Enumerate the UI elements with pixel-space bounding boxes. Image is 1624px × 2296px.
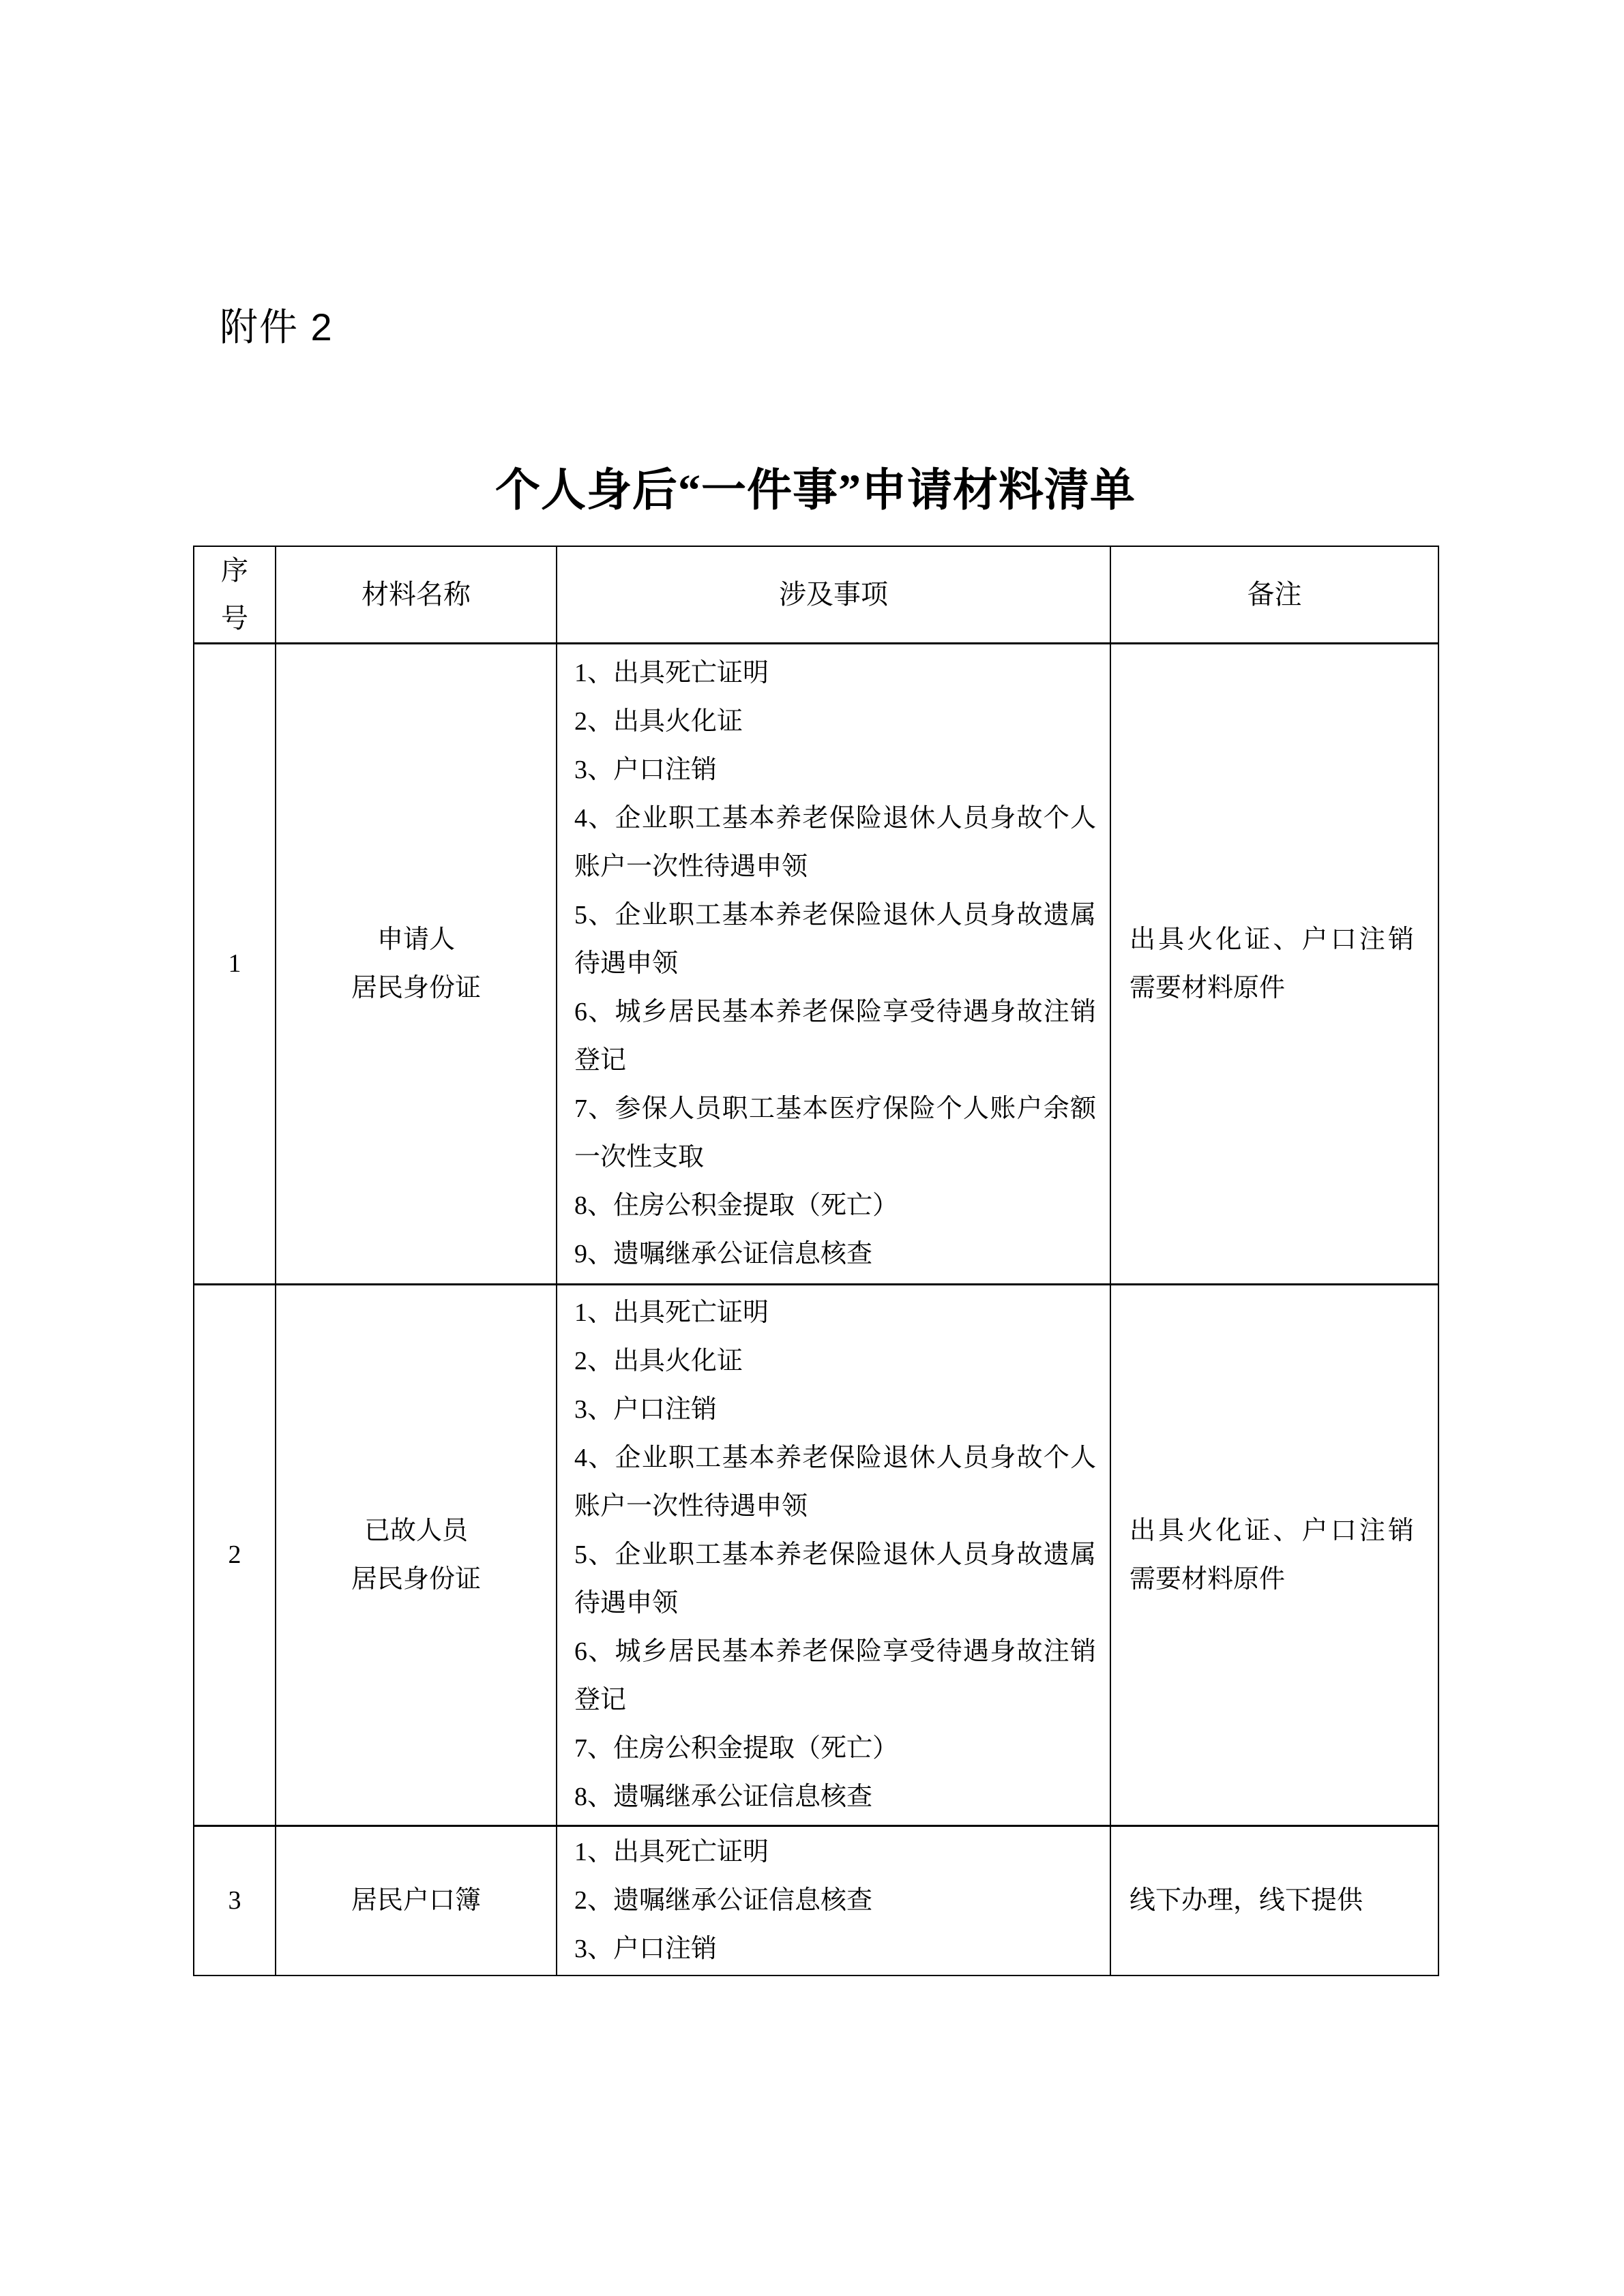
row-index: 1	[194, 644, 276, 1285]
materials-table	[193, 546, 1439, 1976]
material-name-cell	[276, 1285, 557, 1826]
column-header-index	[194, 546, 276, 644]
matter-item: 8、住房公积金提取（死亡）	[574, 1191, 899, 1220]
page-title: 个人身后“一件事”申请材料清单	[495, 466, 1136, 516]
remark-cell: 线下办理，线下提供	[1110, 1826, 1438, 1976]
matter-item: 3、户口注销	[574, 1395, 718, 1424]
material-name-line: 居民户口簿	[351, 1885, 481, 1915]
matter-item: 7、住房公积金提取（死亡）	[574, 1734, 899, 1763]
matter-item: 2、出具火化证	[574, 1347, 743, 1375]
matter-item: 6、城乡居民基本养老保险享受待遇身故注销登记	[574, 998, 1096, 1075]
material-name-cell	[276, 1826, 557, 1976]
material-name-line: 居民身份证	[351, 973, 481, 1002]
matters-cell	[557, 1285, 1110, 1826]
matter-item: 1、出具死亡证明	[574, 659, 769, 687]
matters-cell	[557, 644, 1110, 1285]
remark-cell: 出具火化证、户口注销需要材料原件	[1110, 1285, 1438, 1826]
matter-item: 4、企业职工基本养老保险退休人员身故个人账户一次性待遇申领	[574, 804, 1096, 881]
column-header-material: 材料名称	[276, 546, 557, 644]
material-name-line: 申请人	[377, 925, 455, 954]
matter-item: 8、遗嘱继承公证信息核查	[574, 1783, 873, 1811]
table-header-row	[194, 546, 1438, 644]
matter-item: 5、企业职工基本养老保险退休人员身故遗属待遇申领	[574, 1540, 1096, 1617]
matter-item: 7、参保人员职工基本医疗保险个人账户余额一次性支取	[574, 1094, 1096, 1172]
matter-item: 1、出具死亡证明	[574, 1298, 769, 1327]
table-row	[194, 1285, 1438, 1826]
row-index: 3	[194, 1826, 276, 1976]
column-header-remark: 备注	[1110, 546, 1438, 644]
matters-cell	[557, 1826, 1110, 1976]
material-name-cell	[276, 644, 557, 1285]
matter-item: 3、户口注销	[574, 1934, 718, 1963]
matter-item: 2、遗嘱继承公证信息核查	[574, 1885, 873, 1915]
column-header-index-label: 序号	[221, 555, 248, 633]
material-name-line: 居民身份证	[351, 1564, 481, 1594]
matter-item: 3、户口注销	[574, 756, 718, 784]
matter-item: 2、出具火化证	[574, 707, 743, 736]
matter-item: 9、遗嘱继承公证信息核查	[574, 1240, 873, 1268]
table-row	[194, 1826, 1438, 1976]
matter-item: 5、企业职工基本养老保险退休人员身故遗属待遇申领	[574, 901, 1096, 978]
material-name-line: 已故人员	[364, 1516, 468, 1545]
matter-item: 6、城乡居民基本养老保险享受待遇身故注销登记	[574, 1637, 1096, 1714]
table-row	[194, 644, 1438, 1285]
matter-item: 4、企业职工基本养老保险退休人员身故个人账户一次性待遇申领	[574, 1444, 1096, 1521]
row-index: 2	[194, 1285, 276, 1826]
column-header-matters: 涉及事项	[557, 546, 1110, 644]
attachment-label: 附件 2	[220, 305, 334, 348]
matter-item: 1、出具死亡证明	[574, 1837, 769, 1866]
remark-cell: 出具火化证、户口注销需要材料原件	[1110, 644, 1438, 1285]
